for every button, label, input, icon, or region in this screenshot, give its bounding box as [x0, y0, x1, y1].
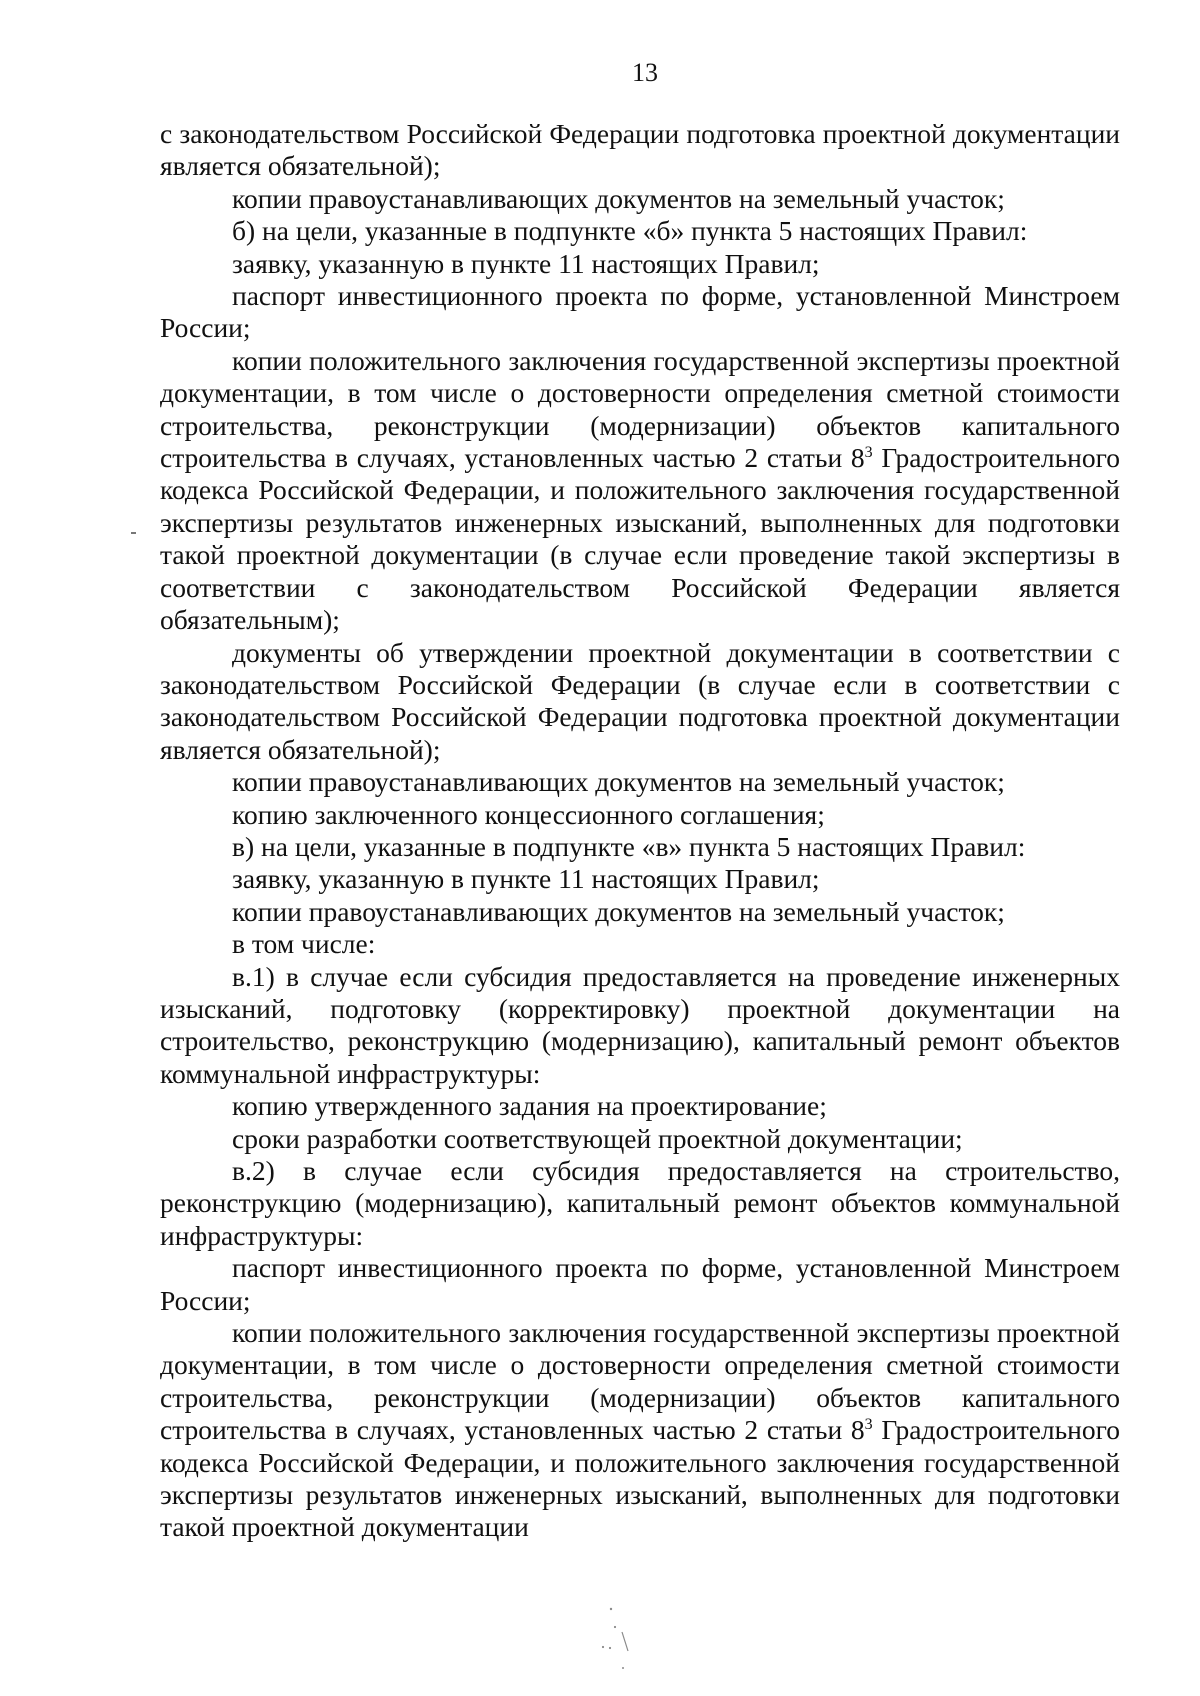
scan-edge-mark	[131, 532, 136, 534]
paragraph-6-part-a: копии положительного заключения государственной экспертизы проектной документации, в том числе о достоверности определения сметной стоимости строительства, реконструкции (модернизации) объектов капитального строительства в случаях, установленных частью 2 статьи 8	[160, 344, 1120, 474]
paragraph-19-part-a: копии положительного заключения государственной экспертизы проектной документации, в том числе о достоверности определения сметной стоимости строительства, реконструкции (модернизации) объектов капитального строительства в случаях, установленных частью 2 статьи 8	[160, 1317, 1120, 1446]
page-number: 13	[632, 58, 658, 87]
paragraph-15: копию утвержденного задания на проектирование;	[232, 1090, 827, 1122]
superscript-3-second: 3	[864, 1416, 873, 1434]
paragraph-8: копии правоустанавливающих документов на земельный участок;	[232, 766, 1005, 798]
paragraph-1: с законодательством Российской Федерации подготовка проектной документации является обязательной);	[160, 118, 1120, 182]
paragraph-19	[160, 1317, 1120, 1544]
paragraph-2: копии правоустанавливающих документов на земельный участок;	[232, 182, 1005, 214]
paragraph-14: в.1) в случае если субсидия предоставляется на проведение инженерных изысканий, подготовку (корректировку) проектной документации на строительство, реконструкцию (модернизацию), капитальный ремонт объектов коммунальной инфраструктуры:	[160, 960, 1120, 1089]
paragraph-16: сроки разработки соответствующей проектной документации;	[232, 1122, 963, 1154]
paragraph-3: б) на цели, указанные в подпункте «б» пункта 5 настоящих Правил:	[232, 215, 1028, 247]
document-body	[160, 118, 1120, 1544]
paragraph-9: копию заключенного концессионного соглашения;	[232, 798, 825, 830]
paragraph-7: документы об утверждении проектной документации в соответствии с законодательством Российской Федерации (в случае если в соответствии с законодательством Российской Федерации подготовка проектной документации является обязательной);	[160, 636, 1120, 765]
paragraph-17: в.2) в случае если субсидия предоставляется на строительство, реконструкцию (модернизацию), капитальный ремонт объектов коммунальной инфраструктуры:	[160, 1155, 1120, 1251]
superscript-3: 3	[864, 443, 873, 461]
paragraph-19-part-b: Градостроительного кодекса Российской Федерации, и положительного заключения государственной экспертизы результатов инженерных изысканий, выполненных для подготовки такой проектной документации	[160, 1414, 1120, 1543]
scan-noise-specks	[595, 1605, 645, 1675]
paragraph-18: паспорт инвестиционного проекта по форме, установленной Минстроем России;	[160, 1252, 1120, 1316]
paragraph-10: в) на цели, указанные в подпункте «в» пункта 5 настоящих Правил:	[232, 830, 1026, 862]
paragraph-6	[160, 345, 1120, 637]
paragraph-11: заявку, указанную в пункте 11 настоящих Правил;	[232, 863, 820, 895]
paragraph-6-part-b: Градостроительного кодекса Российской Федерации, и положительного заключения государственной экспертизы результатов инженерных изысканий, выполненных для подготовки такой проектной документации (в случае если проведение такой экспертизы в соответствии с законодательством Российской Федерации является обязательным);	[160, 442, 1120, 636]
paragraph-5: паспорт инвестиционного проекта по форме, установленной Минстроем России;	[160, 280, 1120, 344]
paragraph-4: заявку, указанную в пункте 11 настоящих Правил;	[232, 247, 820, 279]
paragraph-12: копии правоустанавливающих документов на земельный участок;	[232, 895, 1005, 927]
paragraph-13: в том числе:	[232, 928, 376, 960]
